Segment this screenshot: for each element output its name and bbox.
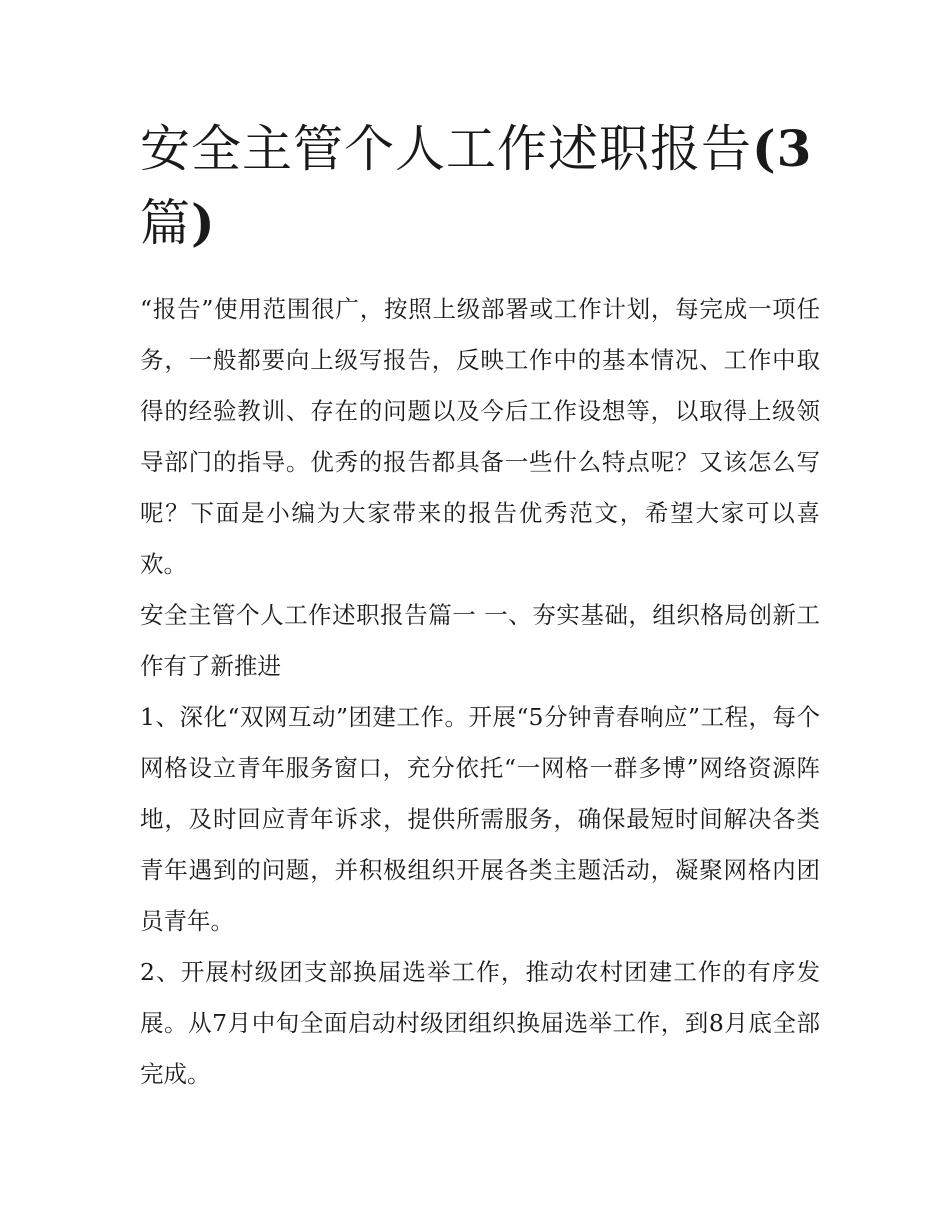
- document-title: [140, 112, 820, 260]
- title-suffix-text: (3: [752, 119, 813, 178]
- item-2-paragraph: 2、开展村级团支部换届选举工作，推动农村团建工作的有序发展。从7月中旬全面启动村级团组织换届选举工作，到8月底全部完成。: [140, 958, 820, 1088]
- item-1-paragraph: 1、深化“双网互动”团建工作。开展“5分钟青春响应”工程，每个网格设立青年服务窗口，充分依托“一网格一群多博”网络资源阵地，及时回应青年诉求，提供所需服务，确保最短时间解决各类青年遇到的问题，并积极组织开展各类主题活动，凝聚网格内团员青年。: [140, 703, 820, 935]
- intro-paragraph: “报告”使用范围很广，按照上级部署或工作计划，每完成一项任务，一般都要向上级写报告，反映工作中的基本情况、工作中取得的经验教训、存在的问题以及今后工作设想等，以取得上级领导部门的指导。优秀的报告都具备一些什么特点呢？又该怎么写呢？下面是小编为大家带来的报告优秀范文，希望大家可以喜欢。: [140, 295, 820, 578]
- document-body: [140, 112, 820, 1100]
- section-heading-paragraph: 安全主管个人工作述职报告篇一 一、夯实基础，组织格局创新工作有了新推进: [140, 601, 820, 680]
- title-line2-suffix: ): [191, 193, 216, 252]
- title-line2-char: 篇: [140, 194, 191, 252]
- title-main-text: 安全主管个人工作述职报告: [140, 120, 752, 178]
